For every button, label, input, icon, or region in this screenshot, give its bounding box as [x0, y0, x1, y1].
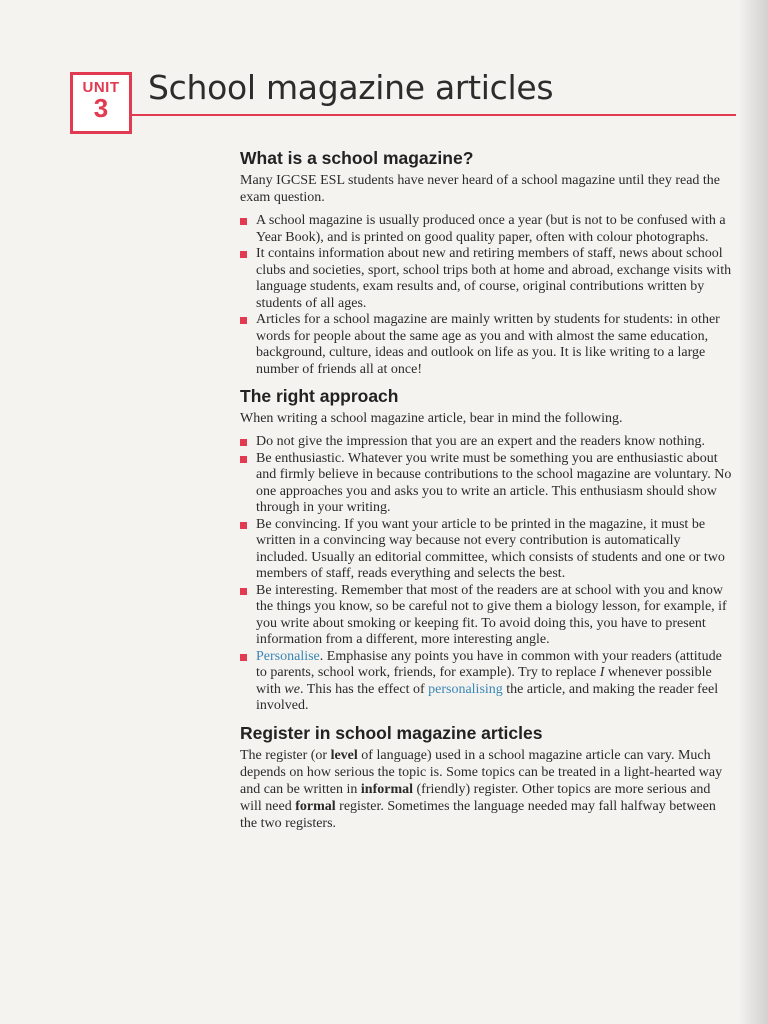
section-right-approach: [240, 384, 732, 715]
square-bullet-icon: [240, 588, 247, 595]
list-item: Be enthusiastic. Whatever you write must be something you are enthusiastic about and firmly believe in because contributions to the school magazine are voluntary. No one approaches you and asks you to write an article. This enthusiasm should show through in your writing.: [240, 451, 732, 517]
square-bullet-icon: [240, 439, 247, 446]
list-item: Personalise. Emphasise any points you have in common with your readers (attitude to parents, school work, friends, for example). Try to replace I whenever possible with we. This has the effect of personalising the article, and making the reader feel involved.: [240, 649, 732, 715]
square-bullet-icon: [240, 317, 247, 324]
list-item: Be convincing. If you want your article to be printed in the magazine, it must be written in a convincing way because not every contribution is automatically included. Usually an editorial committee, which consists of students and one or two members of staff, reads everything and selects the best.: [240, 517, 732, 583]
keyword-personalise: Personalise: [256, 648, 320, 664]
square-bullet-icon: [240, 522, 247, 529]
section-intro: When writing a school magazine article, bear in mind the following.: [240, 411, 623, 426]
square-bullet-icon: [240, 251, 247, 258]
unit-badge: [70, 72, 132, 134]
square-bullet-icon: [240, 654, 247, 661]
keyword-personalising: personalising: [428, 681, 503, 697]
section-heading: What is a school magazine?: [240, 148, 474, 168]
unit-label: UNIT: [82, 79, 120, 96]
section-heading: Register in school magazine articles: [240, 722, 543, 743]
section-heading: The right approach: [240, 386, 399, 406]
page-title: School magazine articles: [148, 68, 554, 107]
title-rule: [132, 114, 736, 116]
section-register: [240, 721, 732, 832]
list-item: It contains information about new and retiring members of staff, news about school clubs and societies, sport, school trips both at home and abroad, exchange visits with language students, exam results and, of course, original contributions written by students of all ages.: [240, 246, 732, 312]
list-item: Be interesting. Remember that most of the readers are at school with you and know the things you know, so be careful not to give them a biology lesson, for example, if you write about smoking or keeping fit. To avoid doing this, you have to present information from a different, more interesting angle.: [240, 583, 732, 649]
section-what-is: [240, 146, 732, 378]
list-item: A school magazine is usually produced once a year (but is not to be confused with a Year Book), and is printed on good quality paper, often with colour photographs.: [240, 213, 732, 246]
square-bullet-icon: [240, 456, 247, 463]
keyword-formal: formal: [295, 798, 336, 814]
page-spine-shadow: [738, 0, 768, 1024]
bullet-list: [240, 213, 732, 378]
bullet-list: [240, 434, 732, 715]
unit-number: 3: [93, 93, 109, 123]
keyword-level: level: [330, 747, 358, 763]
section-intro: Many IGCSE ESL students have never heard of a school magazine until they read the exam question.: [240, 173, 721, 205]
keyword-informal: informal: [360, 781, 414, 797]
list-item: Articles for a school magazine are mainly written by students for students: in other words for people about the same age as you and with almost the same education, background, culture, ideas and outlook on life as you. It is like writing to a large number of friends all at once!: [240, 312, 732, 378]
main-content: [240, 146, 732, 839]
list-item: Do not give the impression that you are an expert and the readers know nothing.: [240, 434, 732, 451]
section-paragraph: The register (or level of language) used in a school magazine article can vary. Much depends on how serious the topic is. Some topics can be treated in a light-hearted way and can be written in informal (friendly) register. Other topics are more serious and will need formal register. Sometimes the language needed may fall halfway between the two registers.: [240, 747, 723, 831]
square-bullet-icon: [240, 218, 247, 225]
